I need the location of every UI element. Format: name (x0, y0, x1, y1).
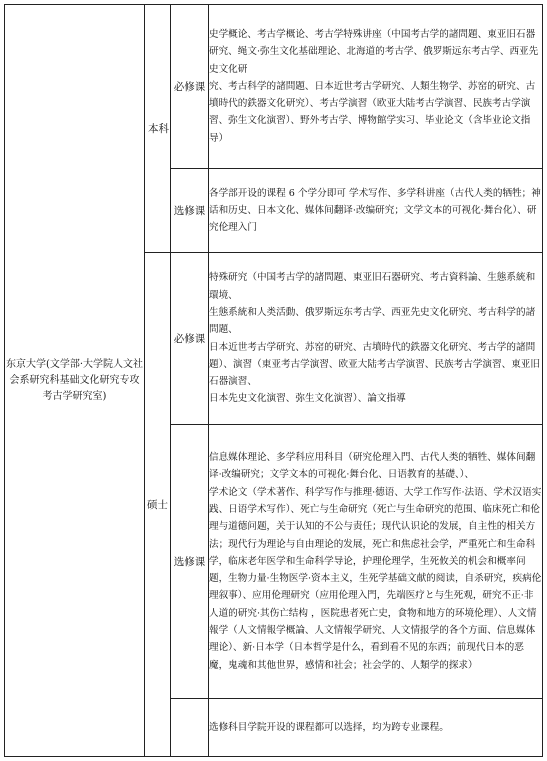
course-paragraph: 日本先史文化演習、弥生文化演習）、論文指導 (209, 393, 406, 405)
master-required-courses (209, 253, 543, 425)
university-cell: 东京大学(文学部·大学院人文社会系研究科基础文化研究专攻考古学研究室) (5, 5, 145, 757)
master-elective-label: 选修课 (171, 425, 209, 699)
undergrad-required-label: 必修课 (171, 5, 209, 169)
footer-note: 选修科目学院开设的课程都可以选择，均为跨专业课程。 (209, 699, 543, 757)
master-required-label: 必修课 (171, 253, 209, 425)
course-paragraph: 生態系統和人类活動、俄罗斯远东考古学、西亚先史文化研究、考古科学的諸問題、 (209, 306, 536, 336)
undergrad-elective-courses (209, 169, 543, 253)
master-elective-courses (209, 425, 543, 699)
course-paragraph: 各学部开设的课程 6 个学分即可 学术写作、多学科讲座（古代人类的牺牲；神话和历史、日本文化、媒体间翻译·改编研究；文学文本的可视化·舞台化）、研究伦理入门 (209, 187, 541, 234)
course-paragraph: 究、考古科学的諸問題、日本近世考古学研究、人類生物学、苏窑的研究、古墳時代的鉄器文化研究）、考古学演習（欧亚大陆考古学演習、民族考古学演習、弥生文化演習）、野外考古学、博物館学实习、毕业论文（含毕业论文指导） (209, 80, 536, 144)
course-paragraph: 日本近世考古学研究、苏窑的研究、古墳時代的鉄器文化研究、考古学的諸問題）、演習（東亚考古学演習、欧亚大陆考古学演習、民族考古学演習、東亚旧石器演習、 (209, 341, 540, 388)
undergrad-level-cell: 本科 (145, 5, 171, 253)
course-paragraph: 学术论文（学术著作、科学写作与推理·德语、大学工作写作·法语、学术汉语实践、日语学术写作）、死亡与生命研究（死亡与生命研究的范围、临床死亡和伦理与道德问题，关于认知的不公与责任；现代认识论的发展，自主性的相关方法；现代行为理论与自由理论的发展，死亡和焦虑社会学，严重死亡和生命科学，临床老年医学和生命科学导论，护理伦理学，生死攸关的机会和概率问题，生物力量·生物医学·资本主义，生死学基础文献的阅读，自杀研究，疾病伦理叙事）、应用伦理研究（应用伦理入門，先端医疗と与生死观，研究不正·非人道的研究·其伤亡结构 ，医院患者死亡史，食物和地方的环境伦理）、人文情報学（人文情報学概論、人文情報学研究、人文情报学的各个方面、信息媒体理论）、新·日本学（日本哲学是什么，看到看不见的东西；前现代日本的恶魔，鬼魂和其他世界，感情和社会；社会学的、人類学的探求） (209, 486, 542, 671)
course-paragraph: 信息媒体理论、多学科应用科目（研究伦理入門、古代人类的牺牲、媒体间翻译·改编研究；文学文本的可视化·舞台化、日语教育的基礎、）、 (209, 452, 536, 481)
master-level-cell: 硕士 (145, 253, 171, 757)
course-paragraph: 史学概论、考古学概论、考古学特殊讲座（中国考古学的諸問題、東亚旧石器研究、绳文·弥生文化基础理论、北海道的考古学、俄罗斯远东考古学、西亚先史文化研 (209, 28, 539, 75)
course-paragraph: 特殊研究（中国考古学的諸問題、東亚旧石器研究、考古資料論、生態系統和環境、 (209, 272, 536, 301)
empty-cell (171, 699, 209, 757)
undergrad-elective-label: 选修课 (171, 169, 209, 253)
undergrad-required-courses (209, 5, 543, 169)
curriculum-table (4, 4, 543, 757)
undergrad-required-row (5, 5, 543, 169)
